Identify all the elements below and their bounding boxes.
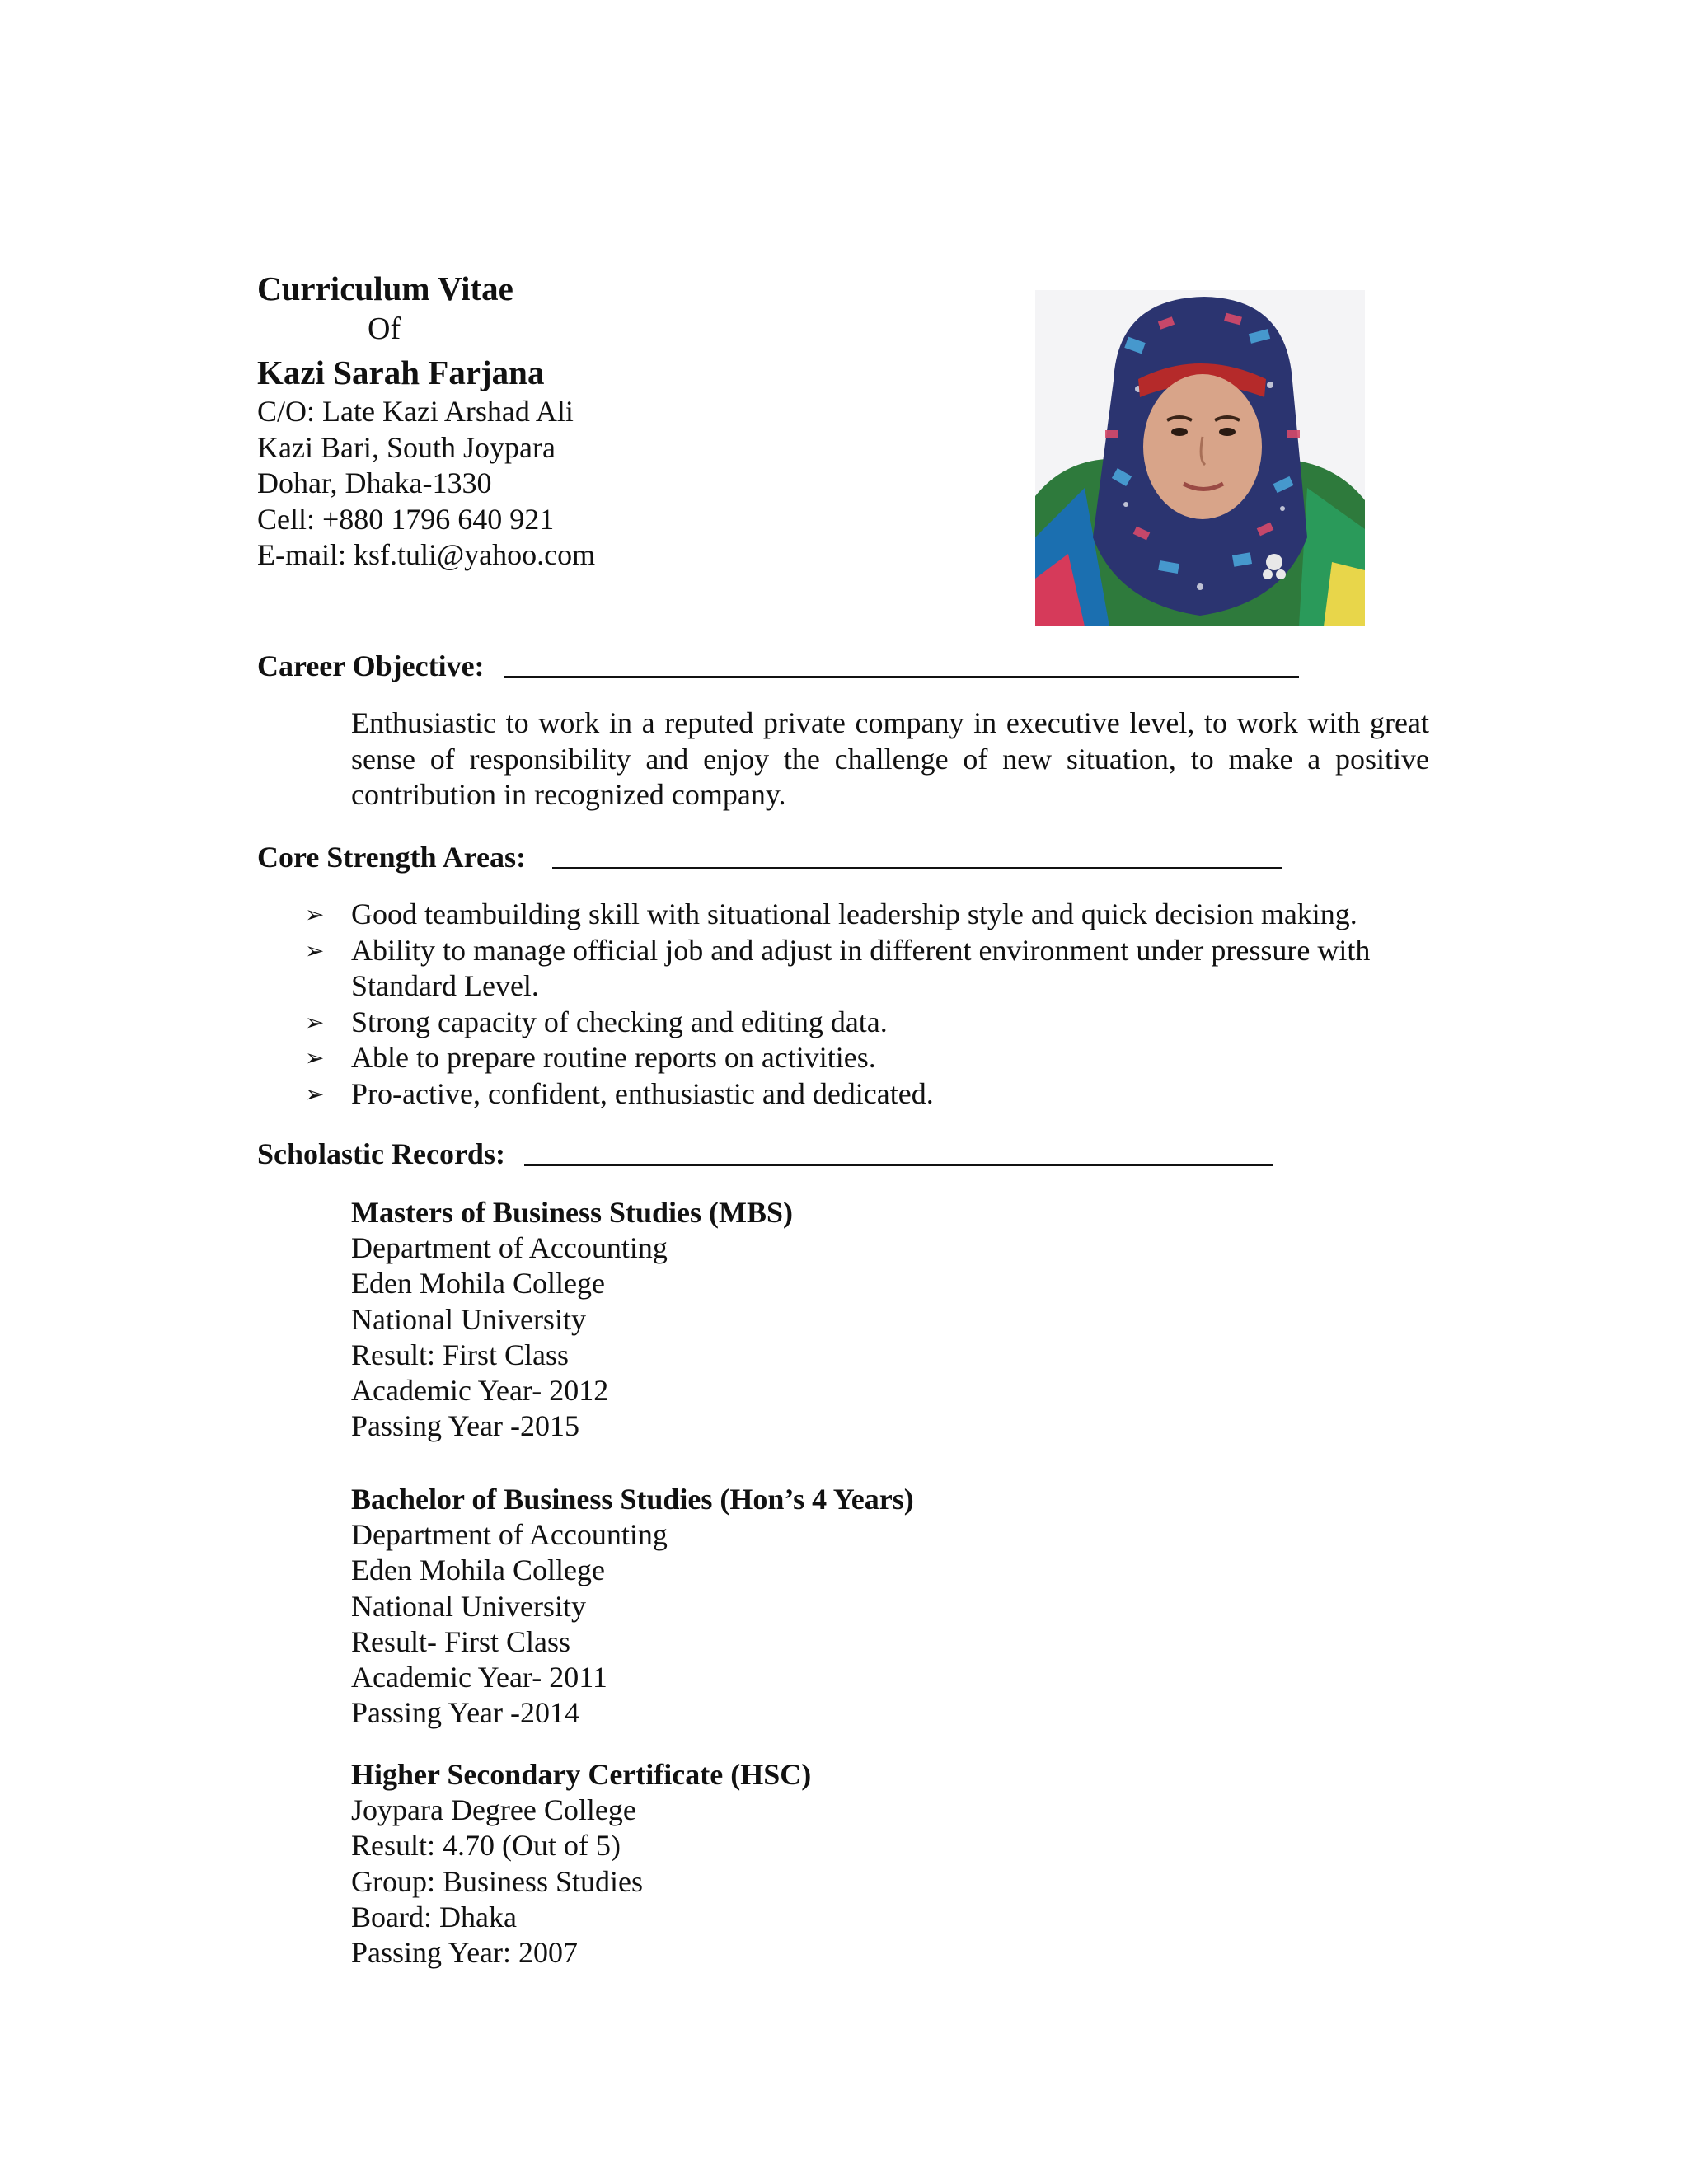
education-line: National University bbox=[351, 1302, 586, 1336]
profile-photo bbox=[1035, 290, 1365, 626]
education-line: Academic Year- 2012 bbox=[351, 1374, 609, 1408]
list-item: ➢ Pro-active, confident, enthusiastic and dedicated. bbox=[305, 1076, 1434, 1113]
education-line: Eden Mohila College bbox=[351, 1554, 605, 1587]
education-line: Academic Year- 2011 bbox=[351, 1661, 607, 1694]
arrowhead-bullet-icon: ➢ bbox=[305, 1044, 325, 1071]
contact-block bbox=[257, 394, 595, 574]
core-strength-heading: Core Strength Areas: bbox=[257, 841, 526, 874]
education-line: Passing Year -2014 bbox=[351, 1696, 580, 1730]
cv-title-of: Of bbox=[368, 312, 401, 346]
career-objective-text: Enthusiastic to work in a reputed private company in executive level, to work with great sense of responsibility and enjoy the challenge of new situation, to make a positive contribution in recognized company. bbox=[351, 706, 1429, 811]
list-item: ➢ Good teambuilding skill with situational leadership style and quick decision making. bbox=[305, 897, 1434, 933]
arrowhead-bullet-icon: ➢ bbox=[305, 936, 325, 964]
education-bbs bbox=[351, 1482, 914, 1731]
candidate-name: Kazi Sarah Farjana bbox=[257, 354, 545, 391]
core-strength-underline bbox=[552, 867, 1282, 869]
education-line: Result- First Class bbox=[351, 1624, 571, 1658]
arrowhead-bullet-icon: ➢ bbox=[305, 901, 325, 928]
contact-cell: Cell: +880 1796 640 921 bbox=[257, 502, 555, 536]
arrowhead-bullet-icon: ➢ bbox=[305, 1008, 325, 1036]
education-line: Group: Business Studies bbox=[351, 1864, 644, 1898]
education-line: National University bbox=[351, 1589, 586, 1623]
list-item: ➢ Strong capacity of checking and editing data. bbox=[305, 1005, 1434, 1041]
contact-email: E-mail: ksf.tuli@yahoo.com bbox=[257, 538, 596, 571]
education-line: Department of Accounting bbox=[351, 1518, 668, 1552]
list-item: ➢ Able to prepare routine reports on activities. bbox=[305, 1040, 1434, 1076]
contact-address-line-1: Kazi Bari, South Joypara bbox=[257, 430, 556, 464]
career-objective-heading: Career Objective: bbox=[257, 649, 485, 682]
education-hsc bbox=[351, 1757, 811, 1971]
education-line: Passing Year -2015 bbox=[351, 1409, 580, 1443]
degree-title: Masters of Business Studies (MBS) bbox=[351, 1196, 794, 1229]
degree-title: Bachelor of Business Studies (Hon’s 4 Years) bbox=[351, 1483, 914, 1516]
career-objective-underline bbox=[504, 676, 1299, 678]
education-line: Result: 4.70 (Out of 5) bbox=[351, 1829, 621, 1863]
list-item: ➢ Ability to manage official job and adjust in different environment under pressure with Standard Level. bbox=[305, 933, 1371, 1002]
arrowhead-bullet-icon: ➢ bbox=[305, 1080, 325, 1108]
contact-address-line-2: Dohar, Dhaka-1330 bbox=[257, 466, 492, 499]
education-line: Joypara Degree College bbox=[351, 1793, 636, 1827]
core-strength-list bbox=[305, 897, 1434, 1112]
education-line: Result: First Class bbox=[351, 1338, 570, 1371]
education-mbs bbox=[351, 1195, 793, 1444]
degree-title: Higher Secondary Certificate (HSC) bbox=[351, 1758, 812, 1791]
education-line: Passing Year: 2007 bbox=[351, 1936, 579, 1970]
scholastic-underline bbox=[524, 1164, 1273, 1166]
education-line: Eden Mohila College bbox=[351, 1267, 605, 1301]
education-line: Board: Dhaka bbox=[351, 1900, 517, 1933]
cv-title: Curriculum Vitae bbox=[257, 269, 513, 307]
education-line: Department of Accounting bbox=[351, 1231, 668, 1265]
contact-care-of: C/O: Late Kazi Arshad Ali bbox=[257, 395, 574, 428]
scholastic-heading: Scholastic Records: bbox=[257, 1137, 505, 1170]
